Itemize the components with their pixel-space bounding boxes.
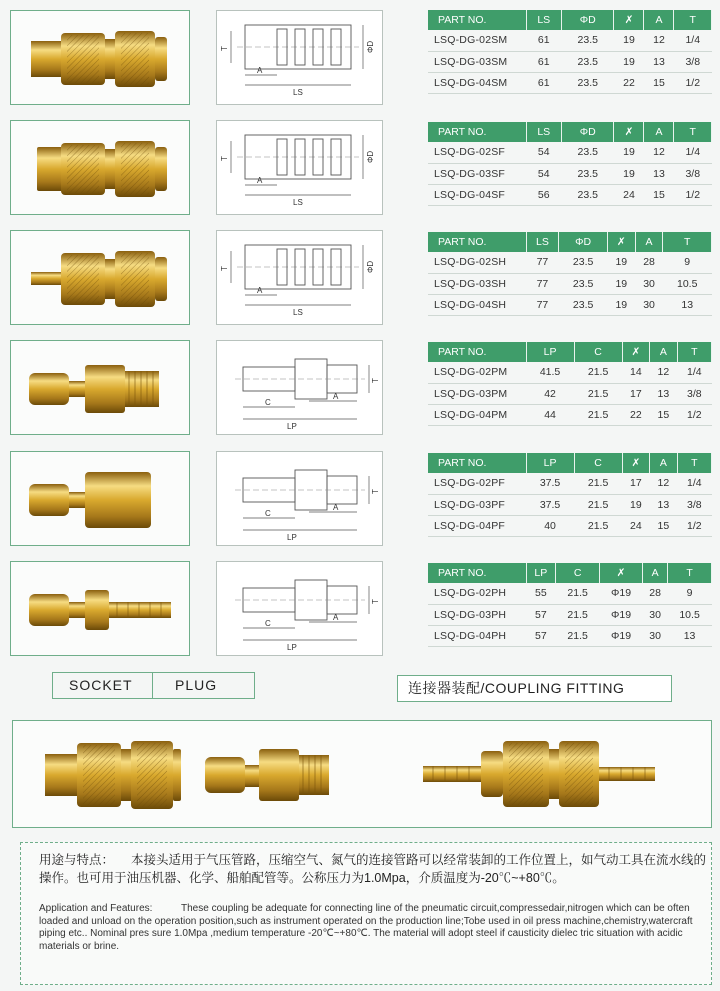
dim-c-label: C: [265, 509, 271, 518]
column-header: C: [574, 342, 622, 362]
dim-lp-label: LP: [287, 533, 297, 542]
spec-cell: 19: [607, 294, 635, 315]
spec-cell: 23.5: [562, 163, 614, 184]
spec-table-header: [428, 453, 712, 473]
fitting-photo: [11, 452, 191, 547]
spec-cell: 57: [526, 625, 556, 646]
notes-en-text: These coupling be adequate for connecting line of the pneumatic circuit,compressedair,nitrogen which can be often loaded and unload on the operation position,such as instrument operated on the production line;Tobe used in oil press machine,chemistry,watercraft piping etc.. Nominal pres sure 1.0Mpa ,medium temperature -20℃~+80℃. The material will adopt steel if causticity dielec tric situation with acidic materials or brine.: [39, 903, 693, 952]
spec-cell: 61: [526, 51, 562, 72]
plug-outline: [243, 367, 295, 391]
table-row: [428, 142, 712, 163]
spec-cell: 21.5: [574, 383, 622, 404]
column-header: T: [674, 10, 712, 30]
column-header: PART NO.: [428, 453, 526, 473]
column-header: ΦD: [559, 232, 608, 252]
dimension-drawing: [217, 121, 384, 216]
spec-cell: 23.5: [559, 252, 608, 273]
dim-t-label: T: [220, 156, 229, 161]
spec-table-header: [428, 122, 712, 142]
spec-cell: 23.5: [559, 273, 608, 294]
spec-cell: 1/2: [674, 72, 712, 93]
notes-en-label: Application and Features:: [39, 903, 153, 914]
spec-cell: 10.5: [663, 273, 712, 294]
plug-outline: [243, 588, 295, 612]
spec-cell: 15: [650, 404, 677, 425]
spec-cell: 21.5: [556, 583, 600, 604]
spec-table-header: [428, 342, 712, 362]
spec-cell: 19: [622, 494, 649, 515]
spec-cell: 77: [526, 294, 559, 315]
column-header: A: [635, 232, 663, 252]
spec-cell: 19: [614, 163, 644, 184]
fitting-photo-box: [10, 340, 190, 435]
spec-cell: 13: [663, 294, 712, 315]
dim-t-label: T: [371, 599, 380, 604]
plug-outline: [243, 478, 295, 502]
part-number-cell: LSQ-DG-03PH: [428, 604, 526, 625]
part-number-cell: LSQ-DG-02PM: [428, 362, 526, 383]
part-number-cell: LSQ-DG-03SH: [428, 273, 526, 294]
plug-photo: [205, 749, 329, 801]
fitting-photo-box: [10, 230, 190, 325]
spec-cell: 42: [526, 383, 574, 404]
dimension-drawing-box: [216, 561, 383, 656]
spec-cell: 57: [526, 604, 556, 625]
spec-cell: 21.5: [574, 362, 622, 383]
spec-cell: Φ19: [600, 583, 643, 604]
column-header: ΦD: [562, 10, 614, 30]
spec-cell: 19: [607, 252, 635, 273]
dim-a-label: A: [333, 392, 339, 401]
column-header: ✗: [607, 232, 635, 252]
assembled-coupling-photo: [423, 741, 655, 807]
part-number-cell: LSQ-DG-04SF: [428, 184, 526, 205]
column-header: PART NO.: [428, 563, 526, 583]
dim-t-label: T: [371, 378, 380, 383]
spec-cell: 13: [644, 163, 674, 184]
spec-cell: 15: [644, 184, 674, 205]
dimension-drawing-box: [216, 340, 383, 435]
spec-cell: 1/4: [674, 30, 712, 51]
dim-d-label: ΦD: [366, 150, 375, 163]
spec-cell: 21.5: [574, 404, 622, 425]
spec-cell: 1/2: [677, 404, 711, 425]
column-header: PART NO.: [428, 232, 526, 252]
column-header: ✗: [600, 563, 643, 583]
notes-english: [39, 903, 709, 953]
spec-cell: 23.5: [562, 72, 614, 93]
dim-a-label: A: [257, 176, 263, 185]
notes-chinese: [39, 851, 709, 887]
fitting-photo-box: [10, 120, 190, 215]
table-row: [428, 383, 712, 404]
table-row: [428, 294, 712, 315]
table-row: [428, 273, 712, 294]
spec-cell: 23.5: [562, 184, 614, 205]
spec-cell: 1/2: [677, 515, 711, 536]
dim-d-label: ΦD: [366, 40, 375, 53]
column-header: ✗: [622, 342, 649, 362]
notes-cn-text: 本接头适用于气压管路，压缩空气、氮气的连接管路可以经常装卸的工作位置上，如气动工具在流水线的操作。也可用于油压机器、化学、船舶配管等。公称压力为1.0Mpa，介质温度为-20℃~+80℃。: [39, 853, 707, 885]
table-row: [428, 583, 712, 604]
column-header: ΦD: [562, 122, 614, 142]
dim-lp-label: LP: [287, 422, 297, 431]
spec-cell: 19: [607, 273, 635, 294]
spec-cell: 30: [643, 625, 668, 646]
dimension-drawing-box: [216, 230, 383, 325]
spec-table: [428, 453, 712, 537]
spec-cell: 40: [526, 515, 574, 536]
spec-cell: 15: [650, 515, 677, 536]
dim-a-label: A: [333, 613, 339, 622]
spec-cell: 77: [526, 273, 559, 294]
spec-cell: 3/8: [677, 383, 711, 404]
spec-cell: 54: [526, 163, 562, 184]
spec-cell: 3/8: [677, 494, 711, 515]
spec-cell: 55: [526, 583, 556, 604]
part-number-cell: LSQ-DG-03SM: [428, 51, 526, 72]
column-header: A: [644, 122, 674, 142]
spec-cell: 13: [668, 625, 712, 646]
part-number-cell: LSQ-DG-04PH: [428, 625, 526, 646]
table-row: [428, 51, 712, 72]
spec-cell: Φ19: [600, 604, 643, 625]
spec-cell: 15: [644, 72, 674, 93]
fitting-photo-box: [10, 451, 190, 546]
socket-plug-tabs: [52, 672, 255, 699]
spec-cell: 13: [650, 494, 677, 515]
spec-cell: 19: [614, 51, 644, 72]
dim-t-label: T: [220, 46, 229, 51]
spec-cell: 19: [614, 142, 644, 163]
column-header: T: [674, 122, 712, 142]
dim-ls-label: LS: [293, 308, 303, 317]
part-number-cell: LSQ-DG-02PF: [428, 473, 526, 494]
column-header: LS: [526, 122, 562, 142]
dim-d-label: ΦD: [366, 260, 375, 273]
spec-cell: Φ19: [600, 625, 643, 646]
dimension-drawing-box: [216, 451, 383, 546]
fitting-photo: [11, 562, 191, 657]
dimension-drawing-box: [216, 10, 383, 105]
table-row: [428, 362, 712, 383]
tab-plug[interactable]: PLUG: [175, 677, 218, 693]
spec-cell: 61: [526, 72, 562, 93]
column-header: LP: [526, 453, 574, 473]
dimension-drawing: [217, 341, 384, 436]
column-header: LS: [526, 10, 562, 30]
dim-ls-label: LS: [293, 198, 303, 207]
column-header: PART NO.: [428, 122, 526, 142]
table-row: [428, 515, 712, 536]
fitting-photo: [11, 341, 191, 436]
spec-cell: 23.5: [562, 142, 614, 163]
dim-c-label: C: [265, 398, 271, 407]
spec-table: [428, 342, 712, 426]
part-number-cell: LSQ-DG-02SM: [428, 30, 526, 51]
table-row: [428, 30, 712, 51]
column-header: A: [643, 563, 668, 583]
part-number-cell: LSQ-DG-02SH: [428, 252, 526, 273]
table-row: [428, 404, 712, 425]
spec-cell: 23.5: [559, 294, 608, 315]
spec-cell: 1/4: [674, 142, 712, 163]
column-header: A: [650, 342, 677, 362]
spec-cell: 12: [650, 362, 677, 383]
column-header: ✗: [614, 122, 644, 142]
part-number-cell: LSQ-DG-03PM: [428, 383, 526, 404]
column-header: ✗: [622, 453, 649, 473]
table-row: [428, 604, 712, 625]
table-row: [428, 494, 712, 515]
fitting-photo-box: [10, 561, 190, 656]
socket-photo: [45, 741, 181, 809]
spec-cell: 41.5: [526, 362, 574, 383]
dimension-drawing: [217, 11, 384, 106]
column-header: LP: [526, 563, 556, 583]
spec-cell: 22: [622, 404, 649, 425]
spec-cell: 13: [644, 51, 674, 72]
dim-ls-label: LS: [293, 88, 303, 97]
column-header: C: [574, 453, 622, 473]
spec-cell: 37.5: [526, 494, 574, 515]
spec-table-header: [428, 232, 712, 252]
table-row: [428, 252, 712, 273]
table-row: [428, 184, 712, 205]
table-row: [428, 163, 712, 184]
spec-cell: 3/8: [674, 51, 712, 72]
spec-cell: 3/8: [674, 163, 712, 184]
fitting-photo: [11, 231, 191, 326]
spec-cell: 28: [643, 583, 668, 604]
spec-cell: 30: [635, 294, 663, 315]
spec-cell: 23.5: [562, 30, 614, 51]
fitting-photo: [11, 11, 191, 106]
spec-table-header: [428, 10, 712, 30]
part-number-cell: LSQ-DG-04PF: [428, 515, 526, 536]
coupling-assembly-illustration: [13, 721, 713, 829]
column-header: LP: [526, 342, 574, 362]
spec-cell: 19: [614, 30, 644, 51]
fitting-photo: [11, 121, 191, 216]
spec-cell: 9: [663, 252, 712, 273]
spec-cell: 21.5: [574, 515, 622, 536]
spec-table: [428, 10, 712, 94]
part-number-cell: LSQ-DG-04SM: [428, 72, 526, 93]
spec-cell: 28: [635, 252, 663, 273]
dim-a-label: A: [257, 286, 263, 295]
spec-cell: 12: [644, 30, 674, 51]
coupling-fitting-title: 连接器装配/COUPLING FITTING: [397, 675, 672, 702]
fitting-photo-box: [10, 10, 190, 105]
dimension-drawing: [217, 562, 384, 657]
part-number-cell: LSQ-DG-04PM: [428, 404, 526, 425]
column-header: PART NO.: [428, 342, 526, 362]
spec-cell: 21.5: [556, 625, 600, 646]
spec-cell: 12: [644, 142, 674, 163]
spec-cell: 61: [526, 30, 562, 51]
dim-a-label: A: [257, 66, 263, 75]
spec-cell: 44: [526, 404, 574, 425]
spec-cell: 17: [622, 383, 649, 404]
column-header: ✗: [614, 10, 644, 30]
spec-table: [428, 563, 712, 647]
column-header: PART NO.: [428, 10, 526, 30]
spec-cell: 9: [668, 583, 712, 604]
spec-cell: 56: [526, 184, 562, 205]
dimension-drawing-box: [216, 120, 383, 215]
column-header: T: [663, 232, 712, 252]
part-number-cell: LSQ-DG-02PH: [428, 583, 526, 604]
spec-cell: 12: [650, 473, 677, 494]
spec-cell: 22: [614, 72, 644, 93]
spec-cell: 24: [614, 184, 644, 205]
spec-cell: 23.5: [562, 51, 614, 72]
dim-c-label: C: [265, 619, 271, 628]
spec-cell: 1/2: [674, 184, 712, 205]
spec-cell: 54: [526, 142, 562, 163]
spec-cell: 30: [635, 273, 663, 294]
part-number-cell: LSQ-DG-04SH: [428, 294, 526, 315]
dimension-drawing: [217, 452, 384, 547]
dim-t-label: T: [371, 489, 380, 494]
column-header: LS: [526, 232, 559, 252]
dimension-drawing: [217, 231, 384, 326]
spec-cell: 10.5: [668, 604, 712, 625]
spec-cell: 1/4: [677, 473, 711, 494]
spec-cell: 1/4: [677, 362, 711, 383]
spec-cell: 30: [643, 604, 668, 625]
spec-cell: 21.5: [574, 473, 622, 494]
spec-table-header: [428, 563, 712, 583]
column-header: C: [556, 563, 600, 583]
spec-cell: 14: [622, 362, 649, 383]
table-row: [428, 473, 712, 494]
application-notes: [20, 842, 712, 985]
table-row: [428, 72, 712, 93]
dim-t-label: T: [220, 266, 229, 271]
table-row: [428, 625, 712, 646]
column-header: A: [650, 453, 677, 473]
part-number-cell: LSQ-DG-03SF: [428, 163, 526, 184]
spec-cell: 17: [622, 473, 649, 494]
spec-cell: 77: [526, 252, 559, 273]
dim-lp-label: LP: [287, 643, 297, 652]
spec-cell: 21.5: [574, 494, 622, 515]
part-number-cell: LSQ-DG-03PF: [428, 494, 526, 515]
spec-table: [428, 232, 712, 316]
dim-a-label: A: [333, 503, 339, 512]
spec-table: [428, 122, 712, 206]
part-number-cell: LSQ-DG-02SF: [428, 142, 526, 163]
tab-socket[interactable]: SOCKET: [53, 673, 153, 698]
column-header: A: [644, 10, 674, 30]
column-header: T: [668, 563, 712, 583]
column-header: T: [677, 453, 711, 473]
spec-cell: 37.5: [526, 473, 574, 494]
spec-cell: 24: [622, 515, 649, 536]
notes-cn-label: 用途与特点：: [39, 853, 115, 867]
spec-cell: 21.5: [556, 604, 600, 625]
coupling-assembly-image: [12, 720, 712, 828]
column-header: T: [677, 342, 711, 362]
spec-cell: 13: [650, 383, 677, 404]
